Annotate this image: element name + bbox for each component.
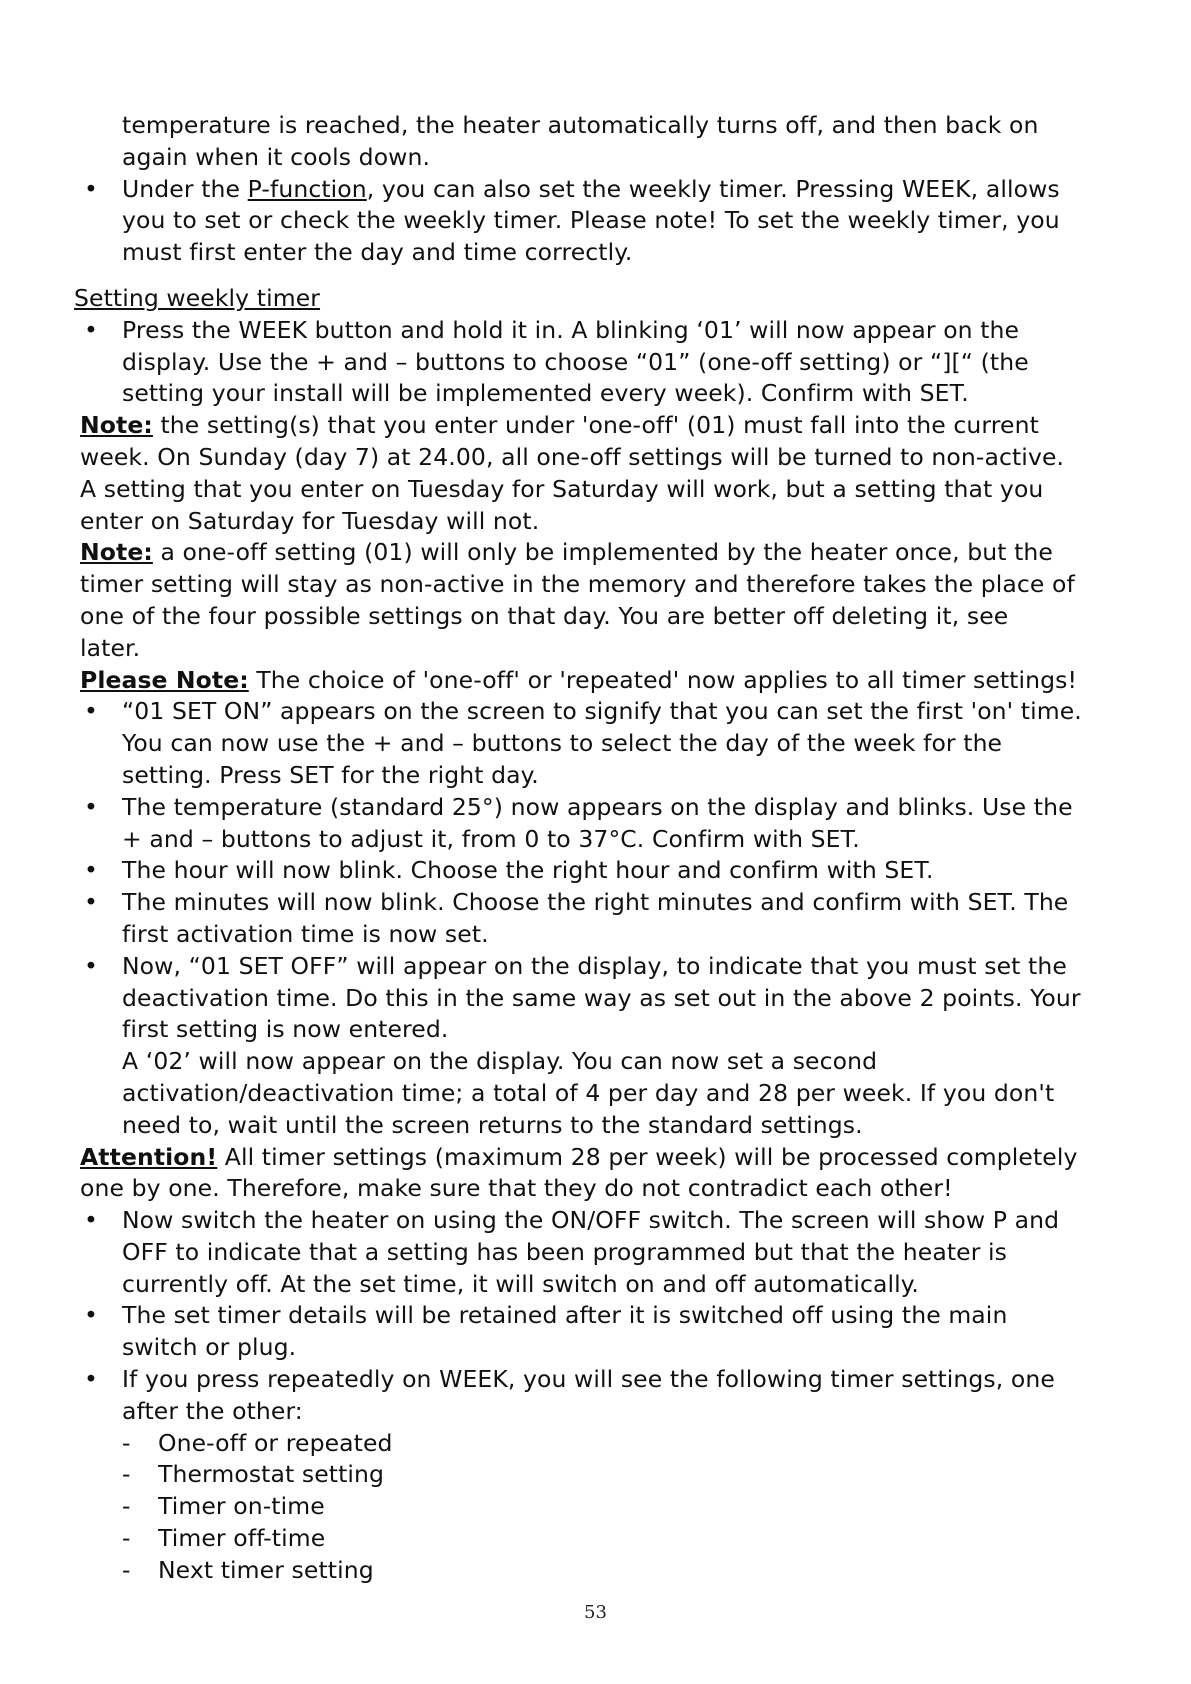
- text-line: one by one. Therefore, make sure that they do not contradict each other!: [80, 1174, 953, 1203]
- p-function-reference: P-function: [247, 174, 367, 203]
- bullet-item-on-off-switch: [80, 1205, 1120, 1300]
- text-line: timer setting will stay as non-active in the memory and therefore takes the place of: [80, 570, 1075, 599]
- list-item: [80, 1459, 1120, 1491]
- attention-paragraph: [80, 1142, 1120, 1206]
- text-line: must first enter the day and time correctly.: [122, 238, 633, 267]
- text-line: temperature is reached, the heater automatically turns off, and then back on: [122, 111, 1039, 139]
- text-fragment: Under the: [122, 174, 248, 203]
- bullet-icon: •: [84, 174, 98, 203]
- text-fragment: , you can also set the weekly timer. Pressing WEEK, allows: [366, 174, 1060, 203]
- bullet-icon: •: [84, 697, 98, 726]
- text-line: Press the WEEK button and hold it in. A blinking ‘01’ will now appear on the: [122, 315, 1020, 344]
- text-line: The set timer details will be retained after it is switched off using the main: [122, 1301, 1008, 1330]
- text-line: week. On Sunday (day 7) at 24.00, all one-off settings will be turned to non-active.: [80, 442, 1065, 471]
- bullet-item-p-function: [80, 174, 1120, 269]
- text-fragment: All timer settings (maximum 28 per week) will be processed completely: [217, 1142, 1078, 1171]
- text-line: [80, 1142, 1120, 1174]
- section-heading: Setting weekly timer: [74, 283, 321, 312]
- text-fragment: the setting(s) that you enter under 'one-off' (01) must fall into the current: [152, 411, 1039, 440]
- bullet-item-hour: [80, 855, 1120, 887]
- timer-settings-list: [80, 1428, 1120, 1587]
- bullet-icon: •: [84, 315, 98, 344]
- list-item: [80, 1491, 1120, 1523]
- text-line: The minutes will now blink. Choose the right minutes and confirm with SET. The: [122, 888, 1069, 917]
- text-line: enter on Saturday for Tuesday will not.: [80, 506, 540, 535]
- text-fragment: The choice of 'one-off' or 'repeated' now applies to all timer settings!: [248, 665, 1078, 694]
- bullet-item-minutes: [80, 887, 1120, 951]
- text-line: [122, 174, 1120, 206]
- text-line: first setting is now entered.: [122, 1015, 449, 1044]
- page-number: 53: [584, 1602, 607, 1623]
- text-line: switch or plug.: [122, 1333, 297, 1362]
- text-line: [80, 537, 1120, 569]
- text-line: A setting that you enter on Tuesday for Saturday will work, but a setting that you: [80, 474, 1044, 503]
- please-note-paragraph: [80, 665, 1120, 697]
- bullet-item-set-off: [80, 951, 1120, 1046]
- text-line: Now switch the heater on using the ON/OFF switch. The screen will show P and: [122, 1206, 1060, 1235]
- bullet-item-retained: [80, 1300, 1120, 1364]
- list-item-label: Thermostat setting: [158, 1460, 385, 1489]
- text-line: [80, 410, 1120, 442]
- bullet-icon: •: [84, 1206, 98, 1235]
- continued-paragraph: [122, 110, 1120, 174]
- dash-icon: -: [122, 1492, 131, 1521]
- list-item-label: One-off or repeated: [158, 1428, 393, 1457]
- attention-label: Attention!: [80, 1142, 218, 1171]
- bullet-icon: •: [84, 951, 98, 980]
- text-line: If you press repeatedly on WEEK, you will see the following timer settings, one: [122, 1365, 1055, 1394]
- text-line: you to set or check the weekly timer. Please note! To set the weekly timer, you: [122, 206, 1060, 235]
- second-setting-paragraph: [122, 1046, 1120, 1141]
- text-fragment: a one-off setting (01) will only be implemented by the heater once, but the: [152, 538, 1053, 567]
- dash-icon: -: [122, 1460, 131, 1489]
- dash-icon: -: [122, 1428, 131, 1457]
- text-line: setting your install will be implemented every week). Confirm with SET.: [122, 379, 969, 408]
- text-line: The temperature (standard 25°) now appears on the display and blinks. Use the: [122, 792, 1073, 821]
- text-line: first activation time is now set.: [122, 919, 489, 948]
- text-line: activation/deactivation time; a total of 4 per day and 28 per week. If you don't: [122, 1078, 1055, 1107]
- text-line: “01 SET ON” appears on the screen to signify that you can set the first 'on' time.: [122, 697, 1082, 726]
- text-line: one of the four possible settings on that day. You are better off deleting it, see: [80, 601, 1009, 630]
- list-item-label: Next timer setting: [158, 1555, 374, 1584]
- text-line: + and – buttons to adjust it, from 0 to 37°C. Confirm with SET.: [122, 824, 860, 853]
- list-item: [80, 1523, 1120, 1555]
- list-item: [80, 1555, 1120, 1587]
- bullet-item-temperature: [80, 792, 1120, 856]
- text-line: need to, wait until the screen returns to the standard settings.: [122, 1110, 863, 1139]
- bullet-icon: •: [84, 888, 98, 917]
- list-item-label: Timer on-time: [158, 1492, 325, 1521]
- dash-icon: -: [122, 1555, 131, 1584]
- text-line: You can now use the + and – buttons to select the day of the week for the: [122, 729, 1003, 758]
- bullet-icon: •: [84, 1365, 98, 1394]
- note-label: Note:: [80, 538, 153, 567]
- text-line: Now, “01 SET OFF” will appear on the display, to indicate that you must set the: [122, 951, 1067, 980]
- text-line: OFF to indicate that a setting has been programmed but that the heater is: [122, 1237, 1008, 1266]
- text-line: display. Use the + and – buttons to choose “01” (one-off setting) or “][“ (the: [122, 347, 1029, 376]
- list-item: [80, 1428, 1120, 1460]
- dash-icon: -: [122, 1524, 131, 1553]
- bullet-item-week-button: [80, 315, 1120, 410]
- note-label: Note:: [80, 411, 153, 440]
- text-line: The hour will now blink. Choose the right hour and confirm with SET.: [122, 856, 934, 885]
- bullet-icon: •: [84, 1301, 98, 1330]
- bullet-item-set-on: [80, 696, 1120, 791]
- bullet-icon: •: [84, 856, 98, 885]
- text-line: after the other:: [122, 1396, 303, 1425]
- please-note-label: Please Note:: [80, 665, 249, 694]
- text-line: currently off. At the set time, it will switch on and off automatically.: [122, 1269, 919, 1298]
- text-line: later.: [80, 633, 141, 662]
- text-line: again when it cools down.: [122, 142, 431, 171]
- text-line: setting. Press SET for the right day.: [122, 760, 539, 789]
- text-line: deactivation time. Do this in the same way as set out in the above 2 points. Your: [122, 983, 1081, 1012]
- note-paragraph-1: [80, 410, 1120, 537]
- page-content: [74, 110, 1120, 1587]
- text-line: [80, 665, 1120, 697]
- text-line: A ‘02’ will now appear on the display. You can now set a second: [122, 1047, 878, 1076]
- note-paragraph-2: [80, 537, 1120, 664]
- bullet-item-repeat-week: [80, 1364, 1120, 1428]
- list-item-label: Timer off-time: [158, 1524, 326, 1553]
- bullet-icon: •: [84, 792, 98, 821]
